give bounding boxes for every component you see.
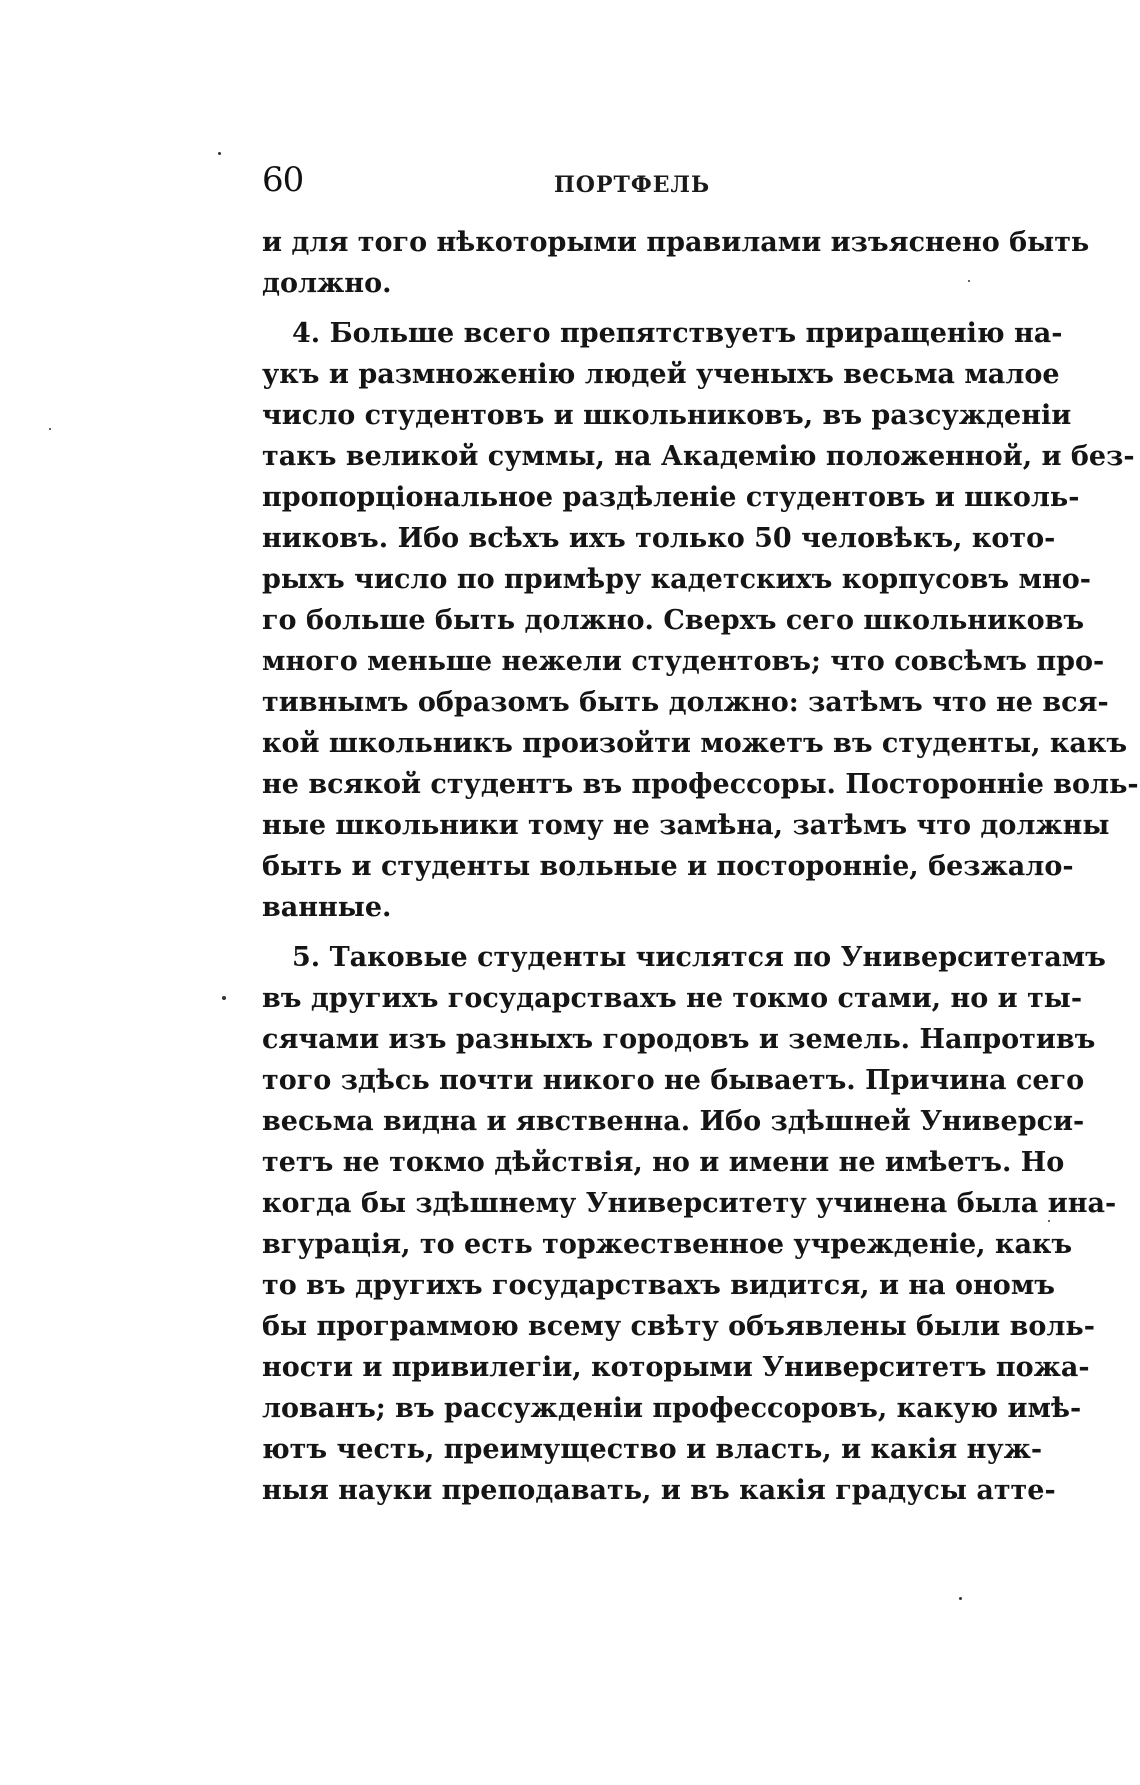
scan-speck	[1048, 1220, 1050, 1222]
text-line: и для того нѣкоторыми правилами изъяснено быть	[262, 227, 1090, 258]
text-line: рыхъ число по примѣру кадетскихъ корпусовъ мно-	[262, 564, 1091, 595]
text-line: укъ и размноженію людей ученыхъ весьма малое	[262, 359, 1060, 390]
text-line: ности и привилегіи, которыми Университетъ пожа-	[262, 1352, 1090, 1383]
text-line: быть и студенты вольные и посторонніе, безжало-	[262, 851, 1074, 882]
paragraph	[262, 313, 1139, 928]
page-header	[262, 160, 994, 210]
text-line: то въ другихъ государствахъ видится, и на ономъ	[262, 1270, 1055, 1301]
text-line: ные школьники тому не замѣна, затѣмъ что должны	[262, 810, 1110, 841]
text-line: пропорціональное раздѣленіе студентовъ и школь-	[262, 482, 1080, 513]
scan-speck	[968, 280, 970, 282]
text-line: въ другихъ государствахъ не токмо стами, но и ты-	[262, 983, 1083, 1014]
text-line: вгурація, то есть торжественное учрежденіе, какъ	[262, 1229, 1073, 1260]
text-line: ютъ честь, преимущество и власть, и какія нуж-	[262, 1434, 1043, 1465]
page-number: 60	[262, 160, 304, 200]
body-text	[262, 222, 1139, 1511]
text-line: ныя науки преподавать, и въ какія градусы атте-	[262, 1475, 1056, 1506]
text-line: кой школьникъ произойти можетъ въ студенты, какъ	[262, 728, 1128, 759]
scan-speck	[218, 152, 221, 155]
text-line: 5. Таковые студенты числятся по Университетамъ	[292, 942, 1106, 973]
text-line: много меньше нежели студентовъ; что совсѣмъ про-	[262, 646, 1105, 677]
text-line: сячами изъ разныхъ городовъ и земель. Напротивъ	[262, 1024, 1096, 1055]
text-line: 4. Больше всего препятствуетъ приращенію на-	[292, 318, 1063, 349]
text-line: не всякой студентъ въ профессоры. Посторонніе воль-	[262, 769, 1139, 800]
text-line: когда бы здѣшнему Университету учинена была ина-	[262, 1188, 1117, 1219]
text-line: такъ великой суммы, на Академію положенной, и без-	[262, 441, 1135, 472]
text-line: лованъ; въ рассужденіи профессоровъ, какую имѣ-	[262, 1393, 1082, 1424]
scan-speck	[959, 1597, 962, 1600]
text-line: должно.	[262, 268, 392, 299]
paragraph	[262, 937, 1117, 1511]
text-line: го больше быть должно. Сверхъ сего школьниковъ	[262, 605, 1085, 636]
text-line: тивнымъ образомъ быть должно: затѣмъ что не вся-	[262, 687, 1109, 718]
running-head: ПОРТФЕЛЬ	[554, 172, 711, 198]
paragraph	[262, 222, 1090, 304]
scan-speck	[222, 996, 226, 1000]
scan-speck	[49, 428, 51, 430]
text-line: того здѣсь почти никого не бываетъ. Причина сего	[262, 1065, 1085, 1096]
text-line: число студентовъ и школьниковъ, въ разсужденіи	[262, 400, 1072, 431]
text-line: весьма видна и явственна. Ибо здѣшней Универси-	[262, 1106, 1085, 1137]
text-line: никовъ. Ибо всѣхъ ихъ только 50 человѣкъ, кото-	[262, 523, 1056, 554]
text-line: ванные.	[262, 892, 392, 923]
text-line: бы программою всему свѣту объявлены были воль-	[262, 1311, 1095, 1342]
text-line: тетъ не токмо дѣйствія, но и имени не имѣетъ. Но	[262, 1147, 1065, 1178]
